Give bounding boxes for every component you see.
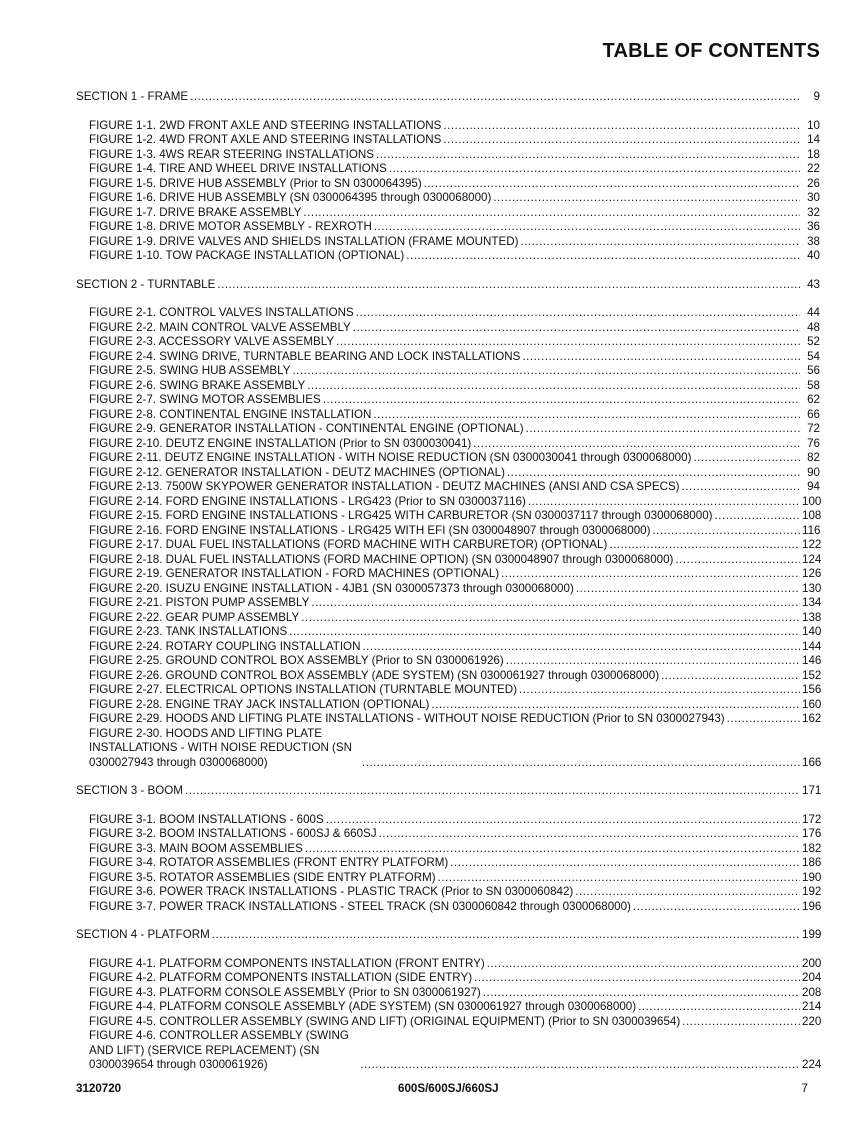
leader-dots <box>374 220 800 235</box>
entry-label: FIGURE 1-1. 2WD FRONT AXLE AND STEERING INSTALLATIONS <box>89 118 442 132</box>
toc-entry[interactable] <box>89 698 820 713</box>
leader-dots <box>443 133 800 148</box>
entry-label: FIGURE 2-13. 7500W SKYPOWER GENERATOR INSTALLATION - DEUTZ MACHINES (ANSI AND CSA SPECS) <box>89 480 680 493</box>
entry-label: FIGURE 2-2. MAIN CONTROL VALVE ASSEMBLY <box>89 320 351 334</box>
figure-list <box>89 957 820 1073</box>
section-page: 43 <box>807 277 820 291</box>
toc-section[interactable] <box>76 928 820 943</box>
toc-entry[interactable] <box>89 437 820 452</box>
entry-label: FIGURE 1-10. TOW PACKAGE INSTALLATION (OPTIONAL) <box>89 249 405 262</box>
leader-dots <box>311 596 800 611</box>
entry-label: FIGURE 1-3. 4WS REAR STEERING INSTALLATIONS <box>89 147 374 161</box>
toc-entry[interactable] <box>89 422 820 437</box>
leader-dots <box>526 422 800 437</box>
leader-dots <box>528 495 800 510</box>
entry-label: FIGURE 2-6. SWING BRAKE ASSEMBLY <box>89 378 306 392</box>
toc-entry[interactable] <box>89 1015 820 1030</box>
entry-label: FIGURE 3-3. MAIN BOOM ASSEMBLIES <box>89 841 303 855</box>
figure-list <box>89 119 820 264</box>
entry-label: FIGURE 2-19. GENERATOR INSTALLATION - FORD MACHINES (OPTIONAL) <box>89 567 500 580</box>
toc-entry[interactable] <box>89 582 820 597</box>
entry-label: FIGURE 2-12. GENERATOR INSTALLATION - DEUTZ MACHINES (OPTIONAL) <box>89 465 505 479</box>
entry-label: FIGURE 4-6. CONTROLLER ASSEMBLY (SWING AND LIFT) (SERVICE REPLACEMENT) (SN 0300039654 through 0300061926) <box>89 1029 349 1071</box>
entry-page: 196 <box>802 899 822 913</box>
toc-entry[interactable] <box>89 235 820 250</box>
section-label: SECTION 2 - TURNTABLE <box>76 277 216 291</box>
table-of-contents <box>0 90 866 1073</box>
leader-dots <box>307 379 800 394</box>
toc-section[interactable] <box>76 278 820 293</box>
leader-dots <box>353 321 800 336</box>
toc-entry[interactable] <box>89 553 820 568</box>
leader-dots <box>609 538 800 553</box>
entry-page: 220 <box>802 1014 822 1028</box>
leader-dots <box>727 712 800 727</box>
entry-label: FIGURE 3-1. BOOM INSTALLATIONS - 600S <box>89 812 324 826</box>
toc-entry[interactable] <box>89 364 820 379</box>
entry-page: 172 <box>802 812 822 826</box>
toc-entry[interactable] <box>89 856 820 871</box>
leader-dots <box>487 957 800 972</box>
entry-label: FIGURE 2-7. SWING MOTOR ASSEMBLIES <box>89 393 321 406</box>
entry-label: FIGURE 2-8. CONTINENTAL ENGINE INSTALLATION <box>89 407 372 421</box>
entry-page: 208 <box>802 985 822 999</box>
entry-label: FIGURE 3-5. ROTATOR ASSEMBLIES (SIDE ENTRY PLATFORM) <box>89 870 436 884</box>
entry-label: FIGURE 4-5. CONTROLLER ASSEMBLY (SWING AND LIFT) (ORIGINAL EQUIPMENT) (Prior to SN 0300039654) <box>89 1014 681 1028</box>
toc-entry[interactable] <box>89 871 820 886</box>
entry-page: 122 <box>802 538 822 551</box>
leader-dots <box>474 971 800 986</box>
entry-page: 100 <box>802 494 822 508</box>
leader-dots <box>406 249 800 264</box>
entry-label: FIGURE 4-3. PLATFORM CONSOLE ASSEMBLY (Prior to SN 0300061927) <box>89 985 481 999</box>
leader-dots <box>575 885 800 900</box>
entry-label: FIGURE 2-9. GENERATOR INSTALLATION - CONTINENTAL ENGINE (OPTIONAL) <box>89 422 524 435</box>
entry-page: 214 <box>802 1000 822 1013</box>
toc-entry[interactable] <box>89 813 820 828</box>
entry-page: 54 <box>807 349 820 363</box>
toc-entry[interactable] <box>89 727 820 771</box>
entry-label: FIGURE 2-20. ISUZU ENGINE INSTALLATION - 4JB1 (SN 0300057373 through 0300068000) <box>89 581 574 595</box>
entry-label: FIGURE 2-22. GEAR PUMP ASSEMBLY <box>89 610 300 624</box>
leader-dots <box>376 148 800 163</box>
leader-dots <box>336 335 800 350</box>
entry-page: 14 <box>807 133 820 146</box>
entry-page: 156 <box>802 683 822 696</box>
entry-page: 182 <box>802 841 822 855</box>
toc-section[interactable] <box>76 784 820 799</box>
leader-dots <box>682 1015 800 1030</box>
entry-page: 124 <box>802 552 822 566</box>
entry-label: FIGURE 2-18. DUAL FUEL INSTALLATIONS (FORD MACHINE OPTION) (SN 0300048907 through 0300068000) <box>89 552 674 566</box>
toc-entry[interactable] <box>89 162 820 177</box>
entry-label: FIGURE 2-25. GROUND CONTROL BOX ASSEMBLY (Prior to SN 0300061926) <box>89 654 504 667</box>
toc-entry[interactable] <box>89 669 820 684</box>
entry-page: 56 <box>807 364 820 377</box>
leader-dots <box>715 509 800 524</box>
entry-label: FIGURE 2-3. ACCESSORY VALVE ASSEMBLY <box>89 335 335 348</box>
entry-page: 190 <box>802 870 822 884</box>
toc-entry[interactable] <box>89 480 820 495</box>
toc-entry[interactable] <box>89 379 820 394</box>
footer-page-number: 7 <box>801 1082 808 1095</box>
leader-dots <box>438 871 800 886</box>
leader-dots <box>443 119 800 134</box>
toc-entry[interactable] <box>89 335 820 350</box>
leader-dots <box>519 683 800 698</box>
entry-page: 44 <box>807 306 820 319</box>
entry-label: FIGURE 1-2. 4WD FRONT AXLE AND STEERING INSTALLATIONS <box>89 133 442 146</box>
entry-label: FIGURE 2-30. HOODS AND LIFTING PLATE INSTALLATIONS - WITH NOISE REDUCTION (SN 0300027943 through 0300068000) <box>89 726 353 769</box>
entry-label: FIGURE 2-21. PISTON PUMP ASSEMBLY <box>89 596 310 609</box>
toc-entry[interactable] <box>89 148 820 163</box>
leader-dots <box>576 582 800 597</box>
entry-page: 200 <box>802 956 822 970</box>
toc-entry[interactable] <box>89 220 820 235</box>
toc-entry[interactable] <box>89 596 820 611</box>
section-page: 9 <box>813 90 820 103</box>
leader-dots <box>323 393 800 408</box>
entry-label: FIGURE 3-4. ROTATOR ASSEMBLIES (FRONT ENTRY PLATFORM) <box>89 856 449 869</box>
entry-label: FIGURE 2-17. DUAL FUEL INSTALLATIONS (FORD MACHINE WITH CARBURETOR) (OPTIONAL) <box>89 538 608 551</box>
entry-label: FIGURE 2-24. ROTARY COUPLING INSTALLATION <box>89 639 361 653</box>
footer-doc-number: 3120720 <box>76 1082 122 1095</box>
entry-label: FIGURE 2-16. FORD ENGINE INSTALLATIONS - LRG425 WITH EFI (SN 0300048907 through 0300068000) <box>89 523 651 537</box>
entry-page: 138 <box>802 610 822 624</box>
entry-page: 58 <box>807 378 820 392</box>
entry-label: FIGURE 4-2. PLATFORM COMPONENTS INSTALLATION (SIDE ENTRY) <box>89 971 473 984</box>
entry-page: 224 <box>802 1058 822 1071</box>
toc-entry[interactable] <box>89 133 820 148</box>
entry-page: 94 <box>807 480 820 493</box>
leader-dots <box>190 90 800 105</box>
leader-dots <box>305 842 800 857</box>
entry-label: FIGURE 2-26. GROUND CONTROL BOX ASSEMBLY (ADE SYSTEM) (SN 0300061927 through 0300068000) <box>89 668 660 682</box>
leader-dots <box>185 784 800 799</box>
toc-entry[interactable] <box>89 408 820 423</box>
entry-label: FIGURE 3-7. POWER TRACK INSTALLATIONS - STEEL TRACK (SN 0300060842 through 0300068000) <box>89 899 631 913</box>
leader-dots <box>212 928 800 943</box>
entry-page: 82 <box>807 451 820 464</box>
toc-entry[interactable] <box>89 654 820 669</box>
section-label: SECTION 4 - PLATFORM <box>76 928 210 941</box>
entry-label: FIGURE 4-4. PLATFORM CONSOLE ASSEMBLY (ADE SYSTEM) (SN 0300061927 through 0300068000) <box>89 1000 637 1013</box>
leader-dots <box>682 480 800 495</box>
entry-page: 76 <box>807 436 820 450</box>
leader-dots <box>292 364 800 379</box>
toc-entry[interactable] <box>89 495 820 510</box>
leader-dots <box>473 437 800 452</box>
entry-page: 162 <box>802 712 822 725</box>
leader-dots <box>424 177 800 192</box>
entry-label: FIGURE 2-1. CONTROL VALVES INSTALLATIONS <box>89 306 354 319</box>
entry-label: FIGURE 1-8. DRIVE MOTOR ASSEMBLY - REXROTH <box>89 220 372 233</box>
entry-label: FIGURE 2-23. TANK INSTALLATIONS <box>89 625 288 638</box>
leader-dots <box>522 350 800 365</box>
entry-label: FIGURE 1-7. DRIVE BRAKE ASSEMBLY <box>89 205 302 219</box>
leader-dots <box>638 1000 800 1015</box>
toc-entry[interactable] <box>89 350 820 365</box>
leader-dots <box>506 654 800 669</box>
leader-dots <box>652 524 800 539</box>
section-label: SECTION 1 - FRAME <box>76 90 189 103</box>
toc-entry[interactable] <box>89 191 820 206</box>
section-page: 199 <box>802 928 822 941</box>
toc-entry[interactable] <box>89 206 820 221</box>
entry-page: 72 <box>807 422 820 435</box>
entry-page: 130 <box>802 581 822 595</box>
entry-page: 144 <box>802 639 822 653</box>
figure-list <box>89 813 820 915</box>
leader-dots <box>326 813 800 828</box>
entry-page: 108 <box>802 509 822 522</box>
leader-dots <box>493 191 800 206</box>
entry-label: FIGURE 2-27. ELECTRICAL OPTIONS INSTALLATION (TURNTABLE MOUNTED) <box>89 683 517 696</box>
entry-page: 18 <box>807 147 820 161</box>
figure-list <box>89 306 820 770</box>
entry-label: FIGURE 2-14. FORD ENGINE INSTALLATIONS - LRG423 (Prior to SN 0300037116) <box>89 494 526 508</box>
toc-entry[interactable] <box>89 249 820 264</box>
entry-label: FIGURE 2-4. SWING DRIVE, TURNTABLE BEARING AND LOCK INSTALLATIONS <box>89 349 521 363</box>
entry-label: FIGURE 3-2. BOOM INSTALLATIONS - 600SJ & 660SJ <box>89 827 377 840</box>
leader-dots <box>303 206 800 221</box>
leader-dots <box>362 640 800 655</box>
toc-entry[interactable] <box>89 451 820 466</box>
entry-page: 192 <box>802 885 822 898</box>
leader-dots <box>675 553 800 568</box>
section-label: SECTION 3 - BOOM <box>76 784 183 797</box>
entry-page: 32 <box>807 205 820 219</box>
entry-page: 152 <box>802 668 822 682</box>
leader-dots <box>483 986 800 1001</box>
leader-dots <box>217 278 800 293</box>
leader-dots <box>507 466 800 481</box>
toc-entry[interactable] <box>89 466 820 481</box>
entry-label: FIGURE 2-15. FORD ENGINE INSTALLATIONS - LRG425 WITH CARBURETOR (SN 0300037117 through 0300068000) <box>89 509 713 522</box>
leader-dots <box>360 1058 800 1073</box>
toc-entry[interactable] <box>89 842 820 857</box>
toc-entry[interactable] <box>89 538 820 553</box>
entry-page: 36 <box>807 220 820 233</box>
section-page: 171 <box>802 784 822 797</box>
page-title: TABLE OF CONTENTS <box>602 40 820 62</box>
entry-page: 166 <box>802 755 822 769</box>
entry-page: 126 <box>802 567 822 580</box>
toc-entry[interactable] <box>89 712 820 727</box>
entry-page: 62 <box>807 393 820 406</box>
toc-entry[interactable] <box>89 971 820 986</box>
entry-page: 52 <box>807 335 820 348</box>
entry-page: 176 <box>802 827 822 840</box>
entry-page: 134 <box>802 596 822 609</box>
toc-entry[interactable] <box>89 611 820 626</box>
leader-dots <box>450 856 800 871</box>
entry-label: FIGURE 1-4. TIRE AND WHEEL DRIVE INSTALLATIONS <box>89 162 387 175</box>
toc-entry[interactable] <box>89 1000 820 1015</box>
toc-entry[interactable] <box>89 900 820 915</box>
leader-dots <box>633 900 800 915</box>
entry-label: FIGURE 2-10. DEUTZ ENGINE INSTALLATION (Prior to SN 0300030041) <box>89 436 472 450</box>
leader-dots <box>356 306 800 321</box>
entry-label: FIGURE 1-6. DRIVE HUB ASSEMBLY (SN 0300064395 through 0300068000) <box>89 191 492 204</box>
entry-page: 146 <box>802 654 822 667</box>
leader-dots <box>501 567 800 582</box>
entry-page: 10 <box>807 118 820 132</box>
leader-dots <box>301 611 800 626</box>
entry-label: FIGURE 2-28. ENGINE TRAY JACK INSTALLATION (OPTIONAL) <box>89 697 430 711</box>
entry-page: 22 <box>807 162 820 175</box>
toc-entry[interactable] <box>89 524 820 539</box>
entry-label: FIGURE 2-5. SWING HUB ASSEMBLY <box>89 364 291 377</box>
entry-page: 30 <box>807 191 820 204</box>
entry-page: 48 <box>807 320 820 334</box>
leader-dots <box>520 235 800 250</box>
footer-model: 600S/600SJ/660SJ <box>398 1082 499 1095</box>
toc-entry[interactable] <box>89 321 820 336</box>
toc-entry[interactable] <box>89 567 820 582</box>
toc-entry[interactable] <box>89 625 820 640</box>
entry-page: 26 <box>807 176 820 190</box>
entry-page: 204 <box>802 971 822 984</box>
toc-entry[interactable] <box>89 640 820 655</box>
leader-dots <box>431 698 800 713</box>
entry-page: 66 <box>807 407 820 421</box>
entry-page: 38 <box>807 234 820 248</box>
page-footer <box>76 1082 820 1098</box>
toc-entry[interactable] <box>89 509 820 524</box>
leader-dots <box>661 669 800 684</box>
entry-page: 140 <box>802 625 822 638</box>
entry-page: 160 <box>802 697 822 711</box>
entry-label: FIGURE 3-6. POWER TRACK INSTALLATIONS - PLASTIC TRACK (Prior to SN 0300060842) <box>89 885 574 898</box>
entry-label: FIGURE 2-29. HOODS AND LIFTING PLATE INSTALLATIONS - WITHOUT NOISE REDUCTION (Prior to SN 0300027943) <box>89 712 725 725</box>
toc-entry[interactable] <box>89 957 820 972</box>
entry-page: 90 <box>807 465 820 479</box>
leader-dots <box>362 756 800 771</box>
toc-entry[interactable] <box>89 306 820 321</box>
leader-dots <box>379 827 800 842</box>
entry-label: FIGURE 1-9. DRIVE VALVES AND SHIELDS INSTALLATION (FRAME MOUNTED) <box>89 234 519 248</box>
entry-label: FIGURE 2-11. DEUTZ ENGINE INSTALLATION - WITH NOISE REDUCTION (SN 0300030041 through 0300068000) <box>89 451 692 464</box>
leader-dots <box>389 162 800 177</box>
toc-entry[interactable] <box>89 683 820 698</box>
toc-entry[interactable] <box>89 986 820 1001</box>
leader-dots <box>373 408 800 423</box>
entry-page: 116 <box>802 523 821 537</box>
toc-entry[interactable] <box>89 393 820 408</box>
leader-dots <box>289 625 800 640</box>
toc-entry[interactable] <box>89 119 820 134</box>
entry-label: FIGURE 1-5. DRIVE HUB ASSEMBLY (Prior to SN 0300064395) <box>89 176 422 190</box>
leader-dots <box>693 451 800 466</box>
entry-page: 186 <box>802 856 822 869</box>
toc-entry[interactable] <box>89 177 820 192</box>
entry-label: FIGURE 4-1. PLATFORM COMPONENTS INSTALLATION (FRONT ENTRY) <box>89 956 485 970</box>
toc-section[interactable] <box>76 90 820 105</box>
toc-entry[interactable] <box>89 1029 820 1073</box>
toc-entry[interactable] <box>89 885 820 900</box>
toc-entry[interactable] <box>89 827 820 842</box>
entry-page: 40 <box>807 249 820 262</box>
